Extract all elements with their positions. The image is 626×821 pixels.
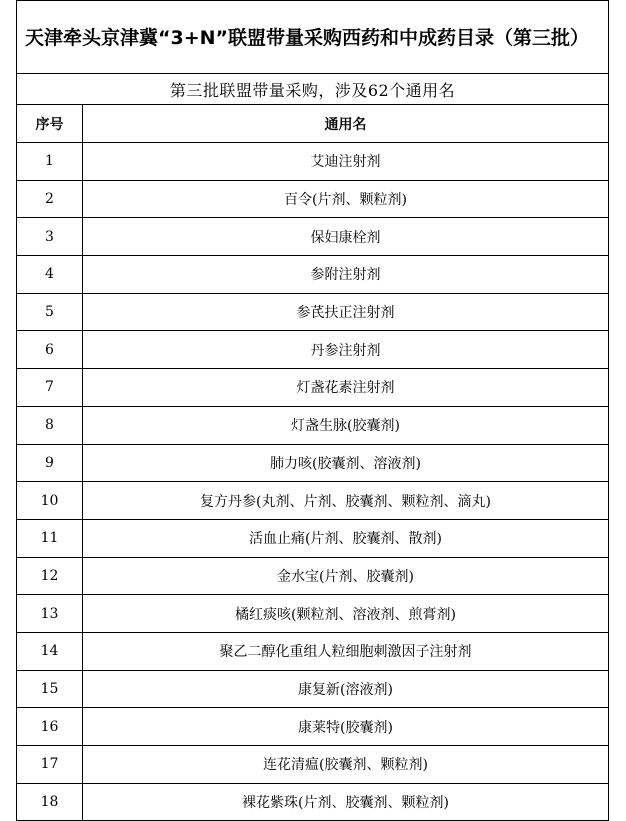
- column-header-name: 通用名: [83, 105, 609, 143]
- row-generic-name: 保妇康栓剂: [83, 218, 609, 256]
- row-generic-name: 橘红痰咳(颗粒剂、溶液剂、煎膏剂): [83, 595, 609, 633]
- row-generic-name: 康莱特(胶囊剂): [83, 708, 609, 746]
- row-index: 11: [17, 519, 83, 557]
- row-index: 2: [17, 180, 83, 218]
- row-index: 3: [17, 218, 83, 256]
- row-index: 12: [17, 557, 83, 595]
- row-generic-name: 参芪扶正注射剂: [83, 293, 609, 331]
- row-index: 9: [17, 444, 83, 482]
- row-index: 16: [17, 708, 83, 746]
- row-generic-name: 百令(片剂、颗粒剂): [83, 180, 609, 218]
- document-subtitle: 第三批联盟带量采购，涉及62个通用名: [17, 74, 609, 105]
- row-generic-name: 艾迪注射剂: [83, 143, 609, 181]
- table-row: [17, 369, 609, 407]
- row-index: 7: [17, 369, 83, 407]
- table-row: [17, 406, 609, 444]
- row-generic-name: 复方丹参(丸剂、片剂、胶囊剂、颗粒剂、滴丸): [83, 482, 609, 520]
- row-index: 6: [17, 331, 83, 369]
- row-index: 5: [17, 293, 83, 331]
- table-row: [17, 670, 609, 708]
- row-generic-name: 聚乙二醇化重组人粒细胞刺激因子注射剂: [83, 632, 609, 670]
- table-row: [17, 595, 609, 633]
- table-row: [17, 256, 609, 294]
- row-index: 17: [17, 746, 83, 784]
- row-generic-name: 参附注射剂: [83, 256, 609, 294]
- table-row: [17, 331, 609, 369]
- row-generic-name: 康复新(溶液剂): [83, 670, 609, 708]
- row-generic-name: 灯盏花素注射剂: [83, 369, 609, 407]
- row-generic-name: 裸花紫珠(片剂、胶囊剂、颗粒剂): [83, 783, 609, 821]
- row-index: 13: [17, 595, 83, 633]
- table-row: [17, 218, 609, 256]
- table-row: [17, 293, 609, 331]
- row-index: 18: [17, 783, 83, 821]
- row-generic-name: 连花清瘟(胶囊剂、颗粒剂): [83, 746, 609, 784]
- table-row: [17, 519, 609, 557]
- row-index: 15: [17, 670, 83, 708]
- table-row: [17, 444, 609, 482]
- table-row: [17, 143, 609, 181]
- table-row: [17, 708, 609, 746]
- row-generic-name: 肺力咳(胶囊剂、溶液剂): [83, 444, 609, 482]
- row-generic-name: 丹参注射剂: [83, 331, 609, 369]
- row-generic-name: 活血止痛(片剂、胶囊剂、散剂): [83, 519, 609, 557]
- row-index: 10: [17, 482, 83, 520]
- table-row: [17, 746, 609, 784]
- row-index: 4: [17, 256, 83, 294]
- row-generic-name: 金水宝(片剂、胶囊剂): [83, 557, 609, 595]
- table-row: [17, 180, 609, 218]
- row-index: 1: [17, 143, 83, 181]
- table-row: [17, 482, 609, 520]
- row-generic-name: 灯盏生脉(胶囊剂): [83, 406, 609, 444]
- drug-catalog-table: [16, 0, 609, 821]
- table-row: [17, 783, 609, 821]
- row-index: 8: [17, 406, 83, 444]
- document-title: 天津牵头京津冀“3+N”联盟带量采购西药和中成药目录（第三批）: [17, 1, 609, 74]
- table-row: [17, 632, 609, 670]
- table-row: [17, 557, 609, 595]
- column-header-index: 序号: [17, 105, 83, 143]
- row-index: 14: [17, 632, 83, 670]
